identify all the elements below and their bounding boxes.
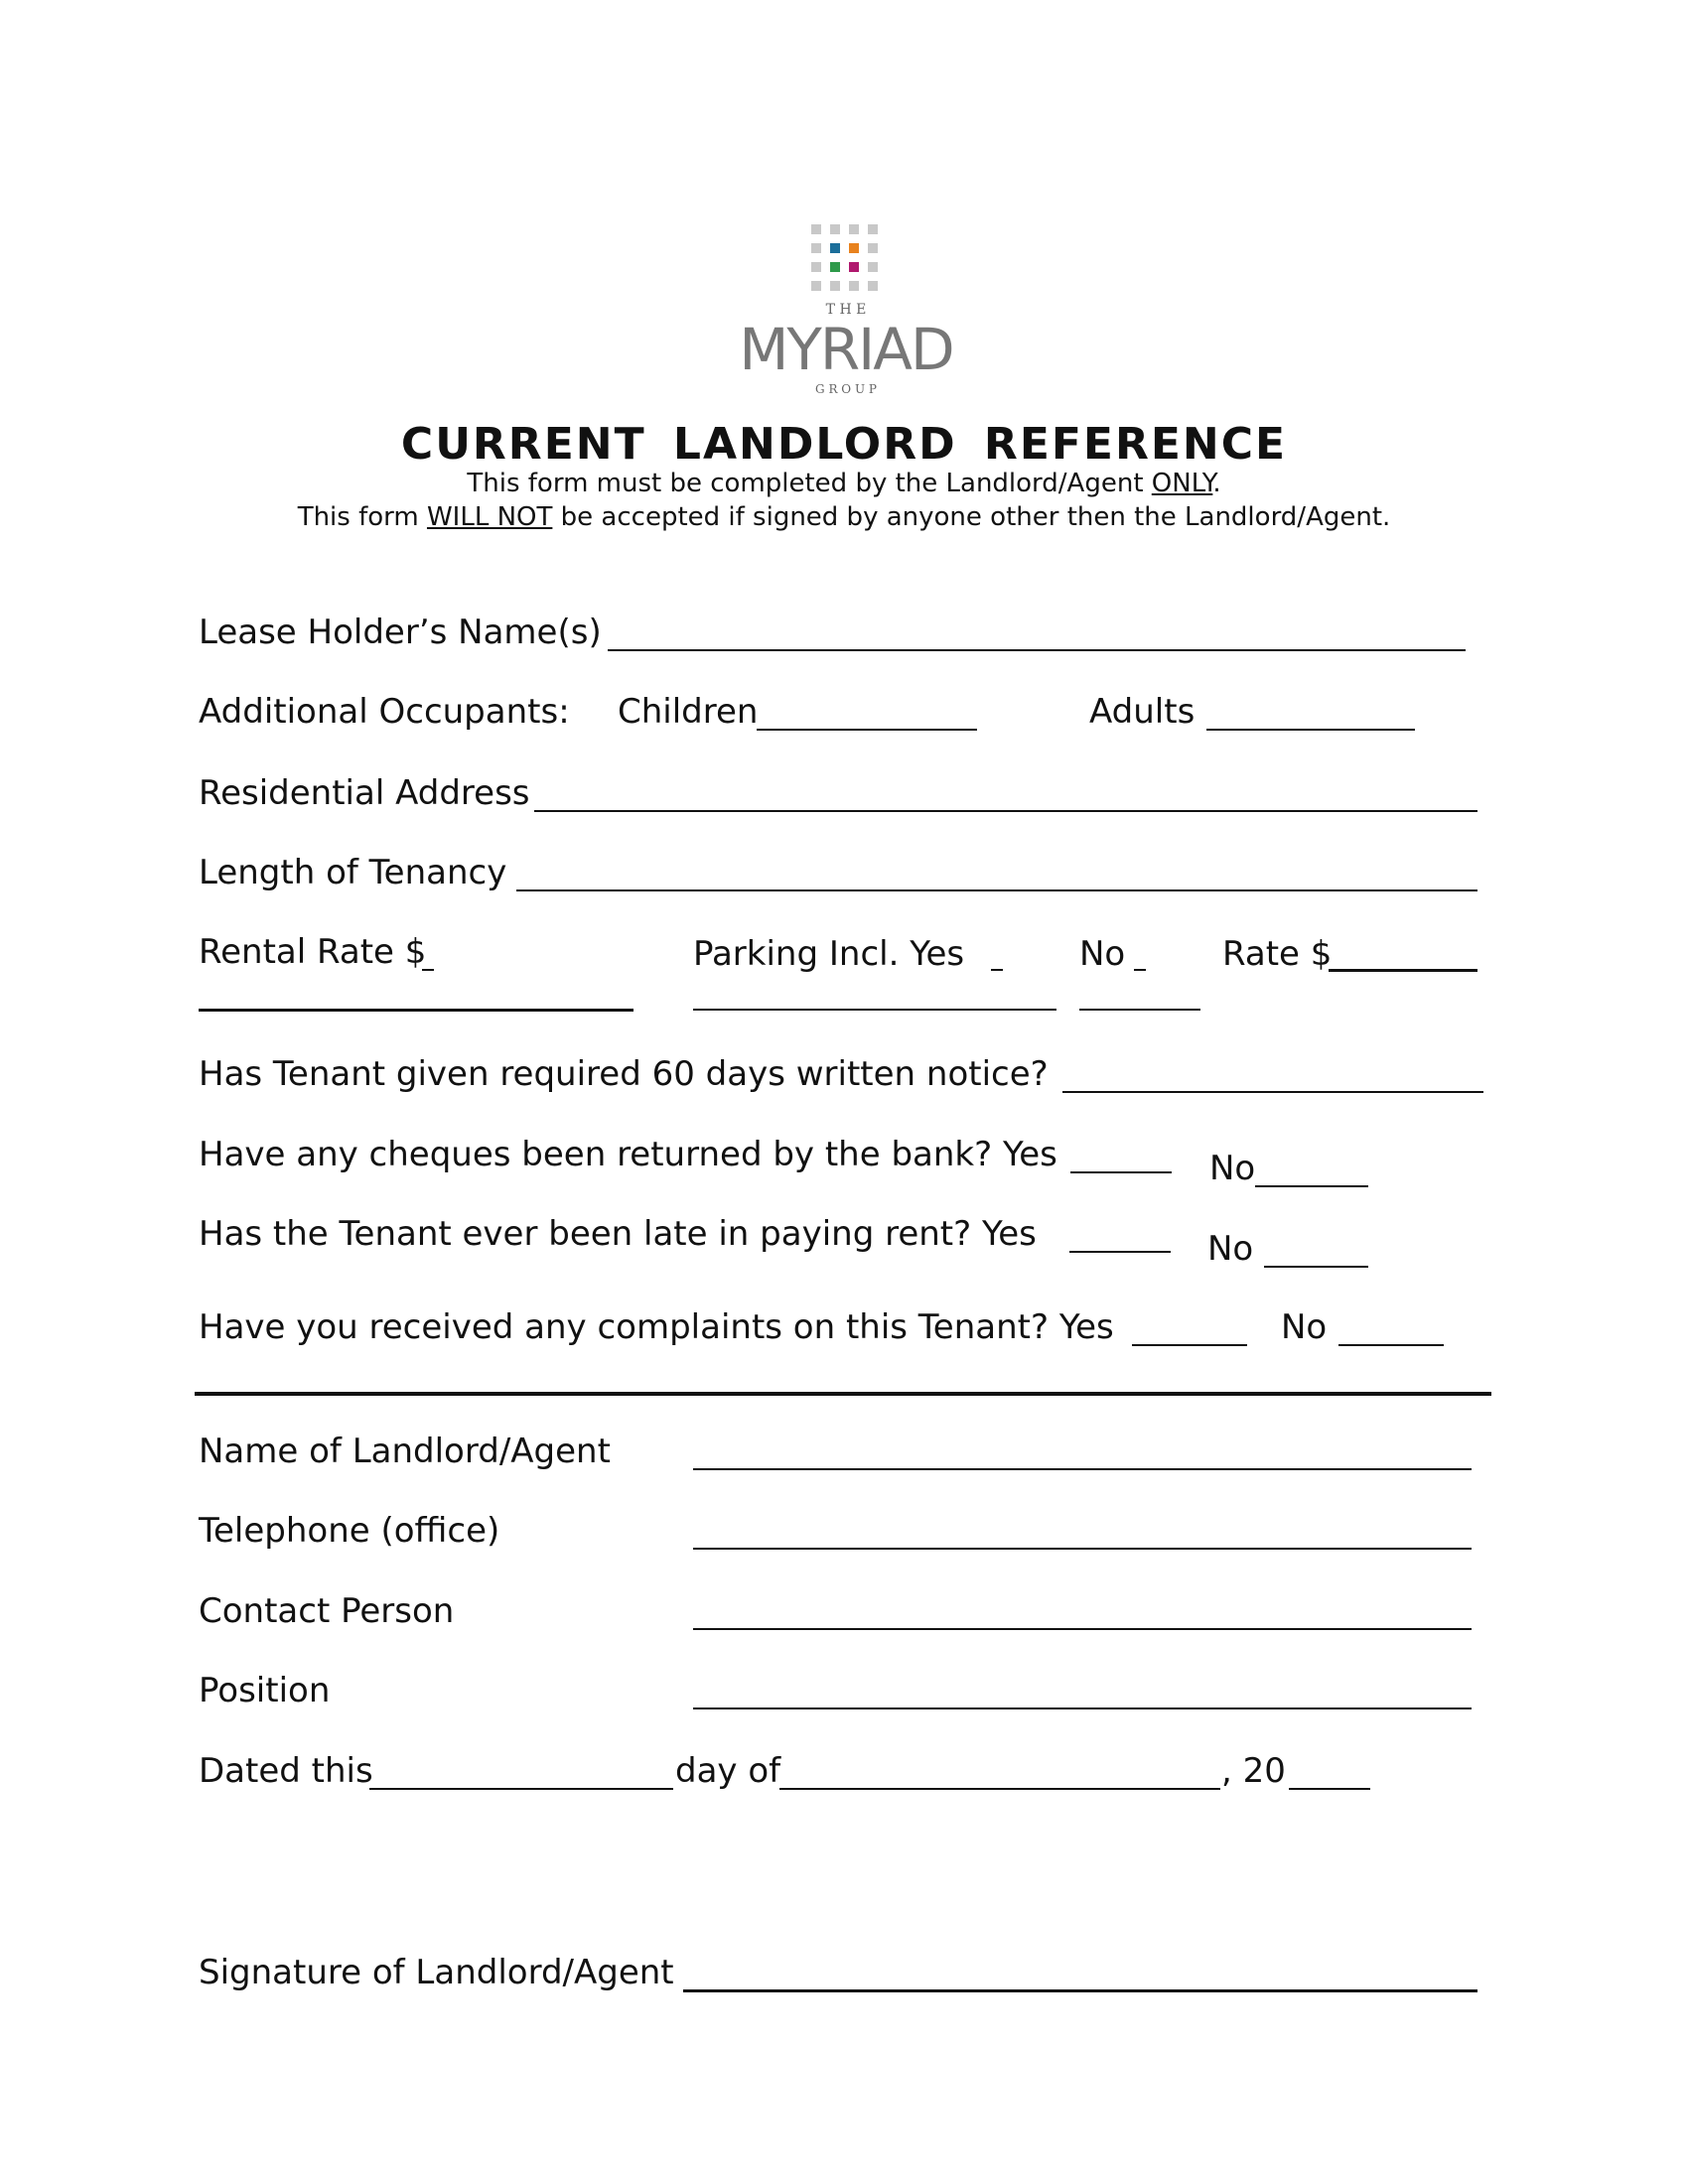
- logo-dot: [868, 243, 878, 253]
- instruction-1-end: .: [1212, 469, 1221, 498]
- day-of-label: day of: [675, 1751, 781, 1791]
- length-of-tenancy-field[interactable]: [516, 889, 1477, 891]
- lease-holder-field[interactable]: [608, 649, 1466, 651]
- instruction-2-text: This form: [297, 502, 427, 532]
- complaints-no-label: No: [1281, 1307, 1328, 1347]
- additional-occupants-label: Additional Occupants:: [199, 692, 570, 732]
- parking-no-field[interactable]: [1079, 1009, 1200, 1011]
- late-rent-question-label: Has the Tenant ever been late in paying rent? Yes: [199, 1214, 1037, 1254]
- contact-person-field[interactable]: [693, 1628, 1472, 1630]
- landlord-name-field[interactable]: [693, 1468, 1472, 1470]
- contact-person-label: Contact Person: [199, 1591, 455, 1631]
- parking-rate-label: Rate $: [1222, 934, 1333, 974]
- instruction-1-emphasis: ONLY: [1151, 469, 1213, 498]
- dated-day-field[interactable]: [369, 1788, 673, 1790]
- parking-included-label: Parking Incl. Yes: [693, 934, 965, 974]
- parking-no-label: No: [1079, 934, 1126, 974]
- logo-group-text: G R O U P: [815, 382, 877, 396]
- parking-yes-field[interactable]: [693, 1009, 1056, 1011]
- logo-the-text: T H E: [825, 302, 867, 318]
- parking-yes-stub: [991, 969, 1003, 971]
- notice-answer-field[interactable]: [1062, 1091, 1483, 1093]
- signature-label: Signature of Landlord/Agent: [199, 1953, 674, 1992]
- late-rent-no-label: No: [1207, 1229, 1254, 1269]
- late-rent-yes-field[interactable]: [1069, 1251, 1171, 1253]
- logo-dot: [830, 262, 840, 272]
- logo-dot: [868, 224, 878, 234]
- logo-dot: [849, 262, 859, 272]
- form-instruction-line-2: [0, 502, 1688, 532]
- logo-dot: [849, 281, 859, 291]
- parking-no-stub: [1134, 969, 1146, 971]
- instruction-2-end: be accepted if signed by anyone other then the Landlord/Agent.: [552, 502, 1391, 532]
- lease-holder-label: Lease Holder’s Name(s): [199, 613, 602, 652]
- telephone-field[interactable]: [693, 1548, 1472, 1550]
- children-field[interactable]: [757, 729, 977, 731]
- logo-dot: [868, 281, 878, 291]
- instruction-2-emphasis: WILL NOT: [426, 502, 553, 532]
- complaints-yes-field[interactable]: [1132, 1344, 1247, 1346]
- residential-address-label: Residential Address: [199, 773, 530, 813]
- myriad-group-logo: [730, 218, 963, 407]
- dated-month-field[interactable]: [779, 1788, 1220, 1790]
- logo-name-text: MYRIAD: [739, 316, 953, 383]
- cheques-no-label: No: [1209, 1149, 1256, 1188]
- logo-dot: [868, 262, 878, 272]
- logo-dot: [811, 262, 821, 272]
- children-label: Children: [618, 692, 759, 732]
- rental-rate-stub: [422, 969, 434, 971]
- complaints-no-field[interactable]: [1338, 1344, 1444, 1346]
- form-instruction-line-1: [0, 469, 1688, 498]
- instruction-1-text: This form must be completed by the Landlord/Agent: [467, 469, 1152, 498]
- logo-dot: [811, 243, 821, 253]
- logo-dot: [811, 281, 821, 291]
- logo-dot: [811, 224, 821, 234]
- adults-label: Adults: [1089, 692, 1196, 732]
- parking-rate-field[interactable]: [1329, 969, 1477, 972]
- logo-dot: [830, 281, 840, 291]
- dated-year-field[interactable]: [1289, 1788, 1370, 1790]
- late-rent-no-field[interactable]: [1264, 1266, 1368, 1268]
- notice-question-label: Has Tenant given required 60 days written notice?: [199, 1054, 1049, 1094]
- cheques-yes-field[interactable]: [1070, 1171, 1172, 1173]
- position-label: Position: [199, 1671, 331, 1710]
- rental-rate-label: Rental Rate $: [199, 932, 427, 972]
- section-divider: [195, 1392, 1491, 1396]
- cheques-no-field[interactable]: [1255, 1185, 1368, 1187]
- position-field[interactable]: [693, 1707, 1472, 1709]
- length-of-tenancy-label: Length of Tenancy: [199, 853, 507, 892]
- page-title: CURRENT LANDLORD REFERENCE: [400, 419, 1288, 470]
- year-prefix-label: , 20: [1221, 1751, 1286, 1791]
- cheques-question-label: Have any cheques been returned by the bank? Yes: [199, 1135, 1057, 1174]
- logo-dot: [830, 243, 840, 253]
- residential-address-field[interactable]: [534, 810, 1477, 812]
- signature-field[interactable]: [683, 1989, 1477, 1992]
- complaints-question-label: Have you received any complaints on this Tenant? Yes: [199, 1307, 1114, 1347]
- logo-dot: [849, 243, 859, 253]
- adults-field[interactable]: [1206, 729, 1415, 731]
- landlord-name-label: Name of Landlord/Agent: [199, 1432, 611, 1471]
- dated-this-label: Dated this: [199, 1751, 373, 1791]
- rental-rate-field[interactable]: [199, 1009, 633, 1012]
- telephone-label: Telephone (office): [199, 1511, 500, 1551]
- logo-dot: [830, 224, 840, 234]
- logo-dot: [849, 224, 859, 234]
